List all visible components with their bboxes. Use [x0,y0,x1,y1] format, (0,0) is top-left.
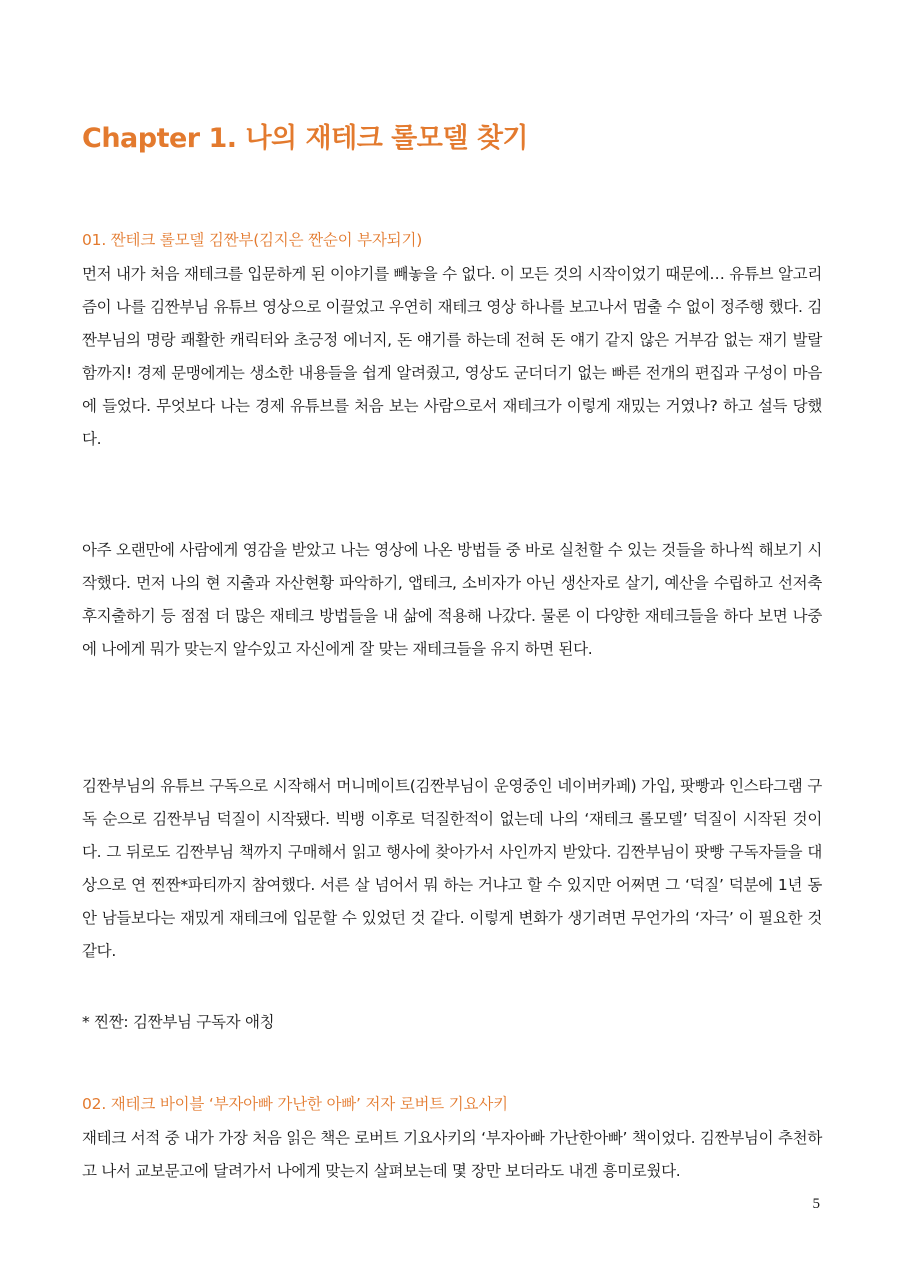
section-heading-2: 02. 재테크 바이블 ‘부자아빠 가난한 아빠’ 저자 로버트 기요사키 [82,1095,508,1113]
paragraph-3: 김짠부님의 유튜브 구독으로 시작해서 머니메이트(김짠부님이 운영중인 네이버카페) 가입, 팟빵과 인스타그램 구독 순으로 김짠부님 덕질이 시작됐다. 빅뱅 이후로 덕질한적이 없는데 나의 ‘재테크 롤모델’ 덕질이 시작된 것이다. 그 뒤로도 김짠부님 책까지 구매해서 읽고 행사에 찾아가서 사인까지 받았다. 김짠부님이 팟빵 구독자들을 대상으로 연 찐짠*파티까지 참여했다. 서른 살 넘어서 뭐 하는 거냐고 할 수 있지만 어쩌면 그 ‘덕질’ 덕분에 1년 동안 남들보다는 재밌게 재테크에 입문할 수 있었던 것 같다. 이렇게 변화가 생기려면 무언가의 ‘자극’ 이 필요한 것 같다. [82,777,822,960]
chapter-title: Chapter 1. 나의 재테크 롤모델 찾기 [82,123,528,154]
footnote: * 찐짠: 김짠부님 구독자 애칭 [82,1013,275,1031]
paragraph-4: 재테크 서적 중 내가 가장 처음 읽은 책은 로버트 기요사키의 ‘부자아빠 가난한아빠’ 책이었다. 김짠부님이 추천하고 나서 교보문고에 달려가서 나에게 맞는지 살펴보는데 몇 장만 보더라도 내겐 흥미로웠다. [82,1129,822,1180]
page-number: 5 [812,1196,820,1212]
paragraph-2: 아주 오랜만에 사람에게 영감을 받았고 나는 영상에 나온 방법들 중 바로 실천할 수 있는 것들을 하나씩 해보기 시작했다. 먼저 나의 현 지출과 자산현황 파악하기, 앱테크, 소비자가 아닌 생산자로 살기, 예산을 수립하고 선저축 후지출하기 등 점점 더 많은 재테크 방법들을 내 삶에 적용해 나갔다. 물론 이 다양한 재테크들을 하다 보면 나중에 나에게 뭐가 맞는지 알수있고 자신에게 잘 맞는 재테크들을 유지 하면 된다. [82,541,822,658]
paragraph-1: 먼저 내가 처음 재테크를 입문하게 된 이야기를 빼놓을 수 없다. 이 모든 것의 시작이었기 때문에… 유튜브 알고리즘이 나를 김짠부님 유튜브 영상으로 이끌었고 우연히 재테크 영상 하나를 보고나서 멈출 수 없이 정주행 했다. 김짠부님의 명랑 쾌활한 캐릭터와 초긍정 에너지, 돈 얘기를 하는데 전혀 돈 얘기 같지 않은 거부감 없는 재기 발랄함까지! 경제 문맹에게는 생소한 내용들을 쉽게 알려줬고, 영상도 군더더기 없는 빠른 전개의 편집과 구성이 마음에 들었다. 무엇보다 나는 경제 유튜브를 처음 보는 사람으로서 재테크가 이렇게 재밌는 거였나? 하고 설득 당했다. [82,265,822,448]
section-heading-1: 01. 짠테크 롤모델 김짠부(김지은 짠순이 부자되기) [82,231,423,249]
